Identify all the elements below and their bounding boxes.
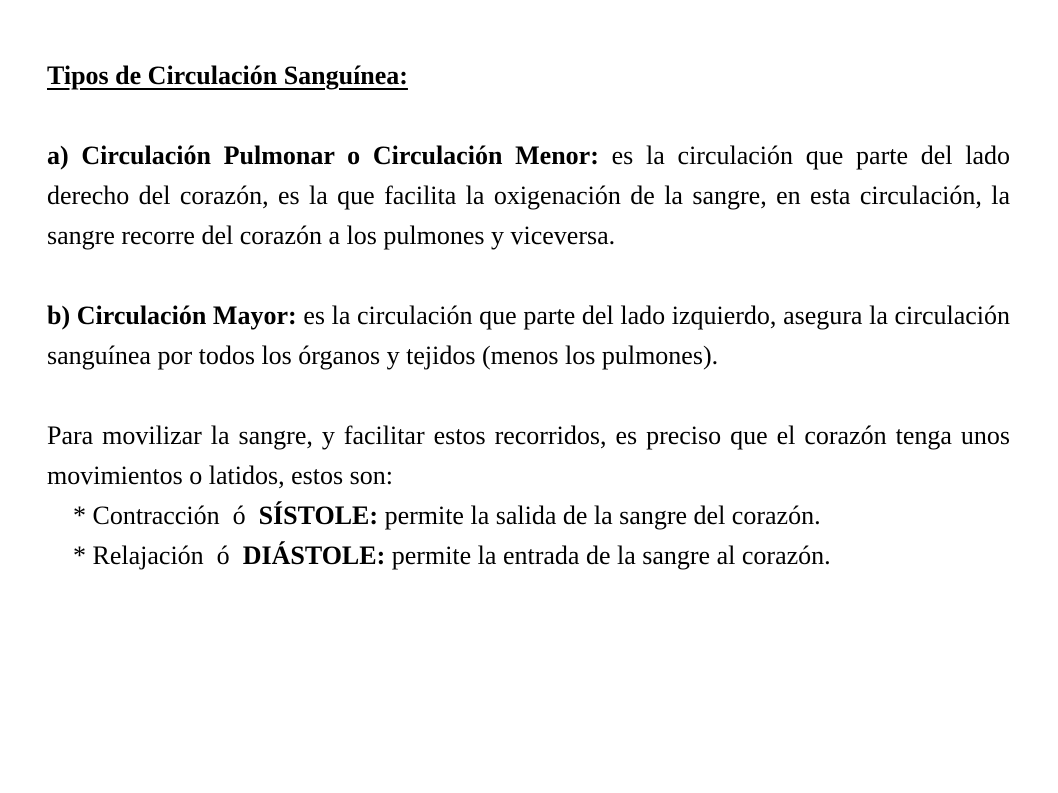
movement-prefix: * Contracción ó bbox=[73, 501, 259, 530]
page-title: Tipos de Circulación Sanguínea: bbox=[47, 61, 408, 90]
section-heading: a) Circulación Pulmonar o Circulación Menor: bbox=[47, 141, 599, 170]
section-pulmonary bbox=[47, 136, 1010, 256]
movement-text: permite la salida de la sangre del corazón. bbox=[378, 501, 821, 530]
movement-diastole bbox=[47, 536, 1010, 576]
section-text: es la circulación que parte del lado derecho del corazón, es la que facilita la oxigenación de la sangre, en esta circulación, la sangre recorre del corazón a los pulmones y viceversa. bbox=[47, 141, 1010, 250]
section-major bbox=[47, 296, 1010, 376]
movement-prefix: * Relajación ó bbox=[73, 541, 243, 570]
section-heading: b) Circulación Mayor: bbox=[47, 301, 297, 330]
section-text: es la circulación que parte del lado izquierdo, asegura la circulación sanguínea por todos los órganos y tejidos (menos los pulmones). bbox=[47, 301, 1011, 370]
spacer bbox=[47, 96, 1010, 136]
movement-systole bbox=[47, 496, 1010, 536]
intro-paragraph: Para movilizar la sangre, y facilitar estos recorridos, es preciso que el corazón tenga unos movimientos o latidos, estos son: bbox=[47, 421, 1010, 490]
movement-text: permite la entrada de la sangre al corazón. bbox=[385, 541, 831, 570]
movement-term: DIÁSTOLE: bbox=[242, 541, 386, 570]
spacer bbox=[47, 376, 1010, 416]
movement-term: SÍSTOLE: bbox=[258, 501, 379, 530]
spacer bbox=[47, 256, 1010, 296]
document-page bbox=[47, 56, 1010, 576]
